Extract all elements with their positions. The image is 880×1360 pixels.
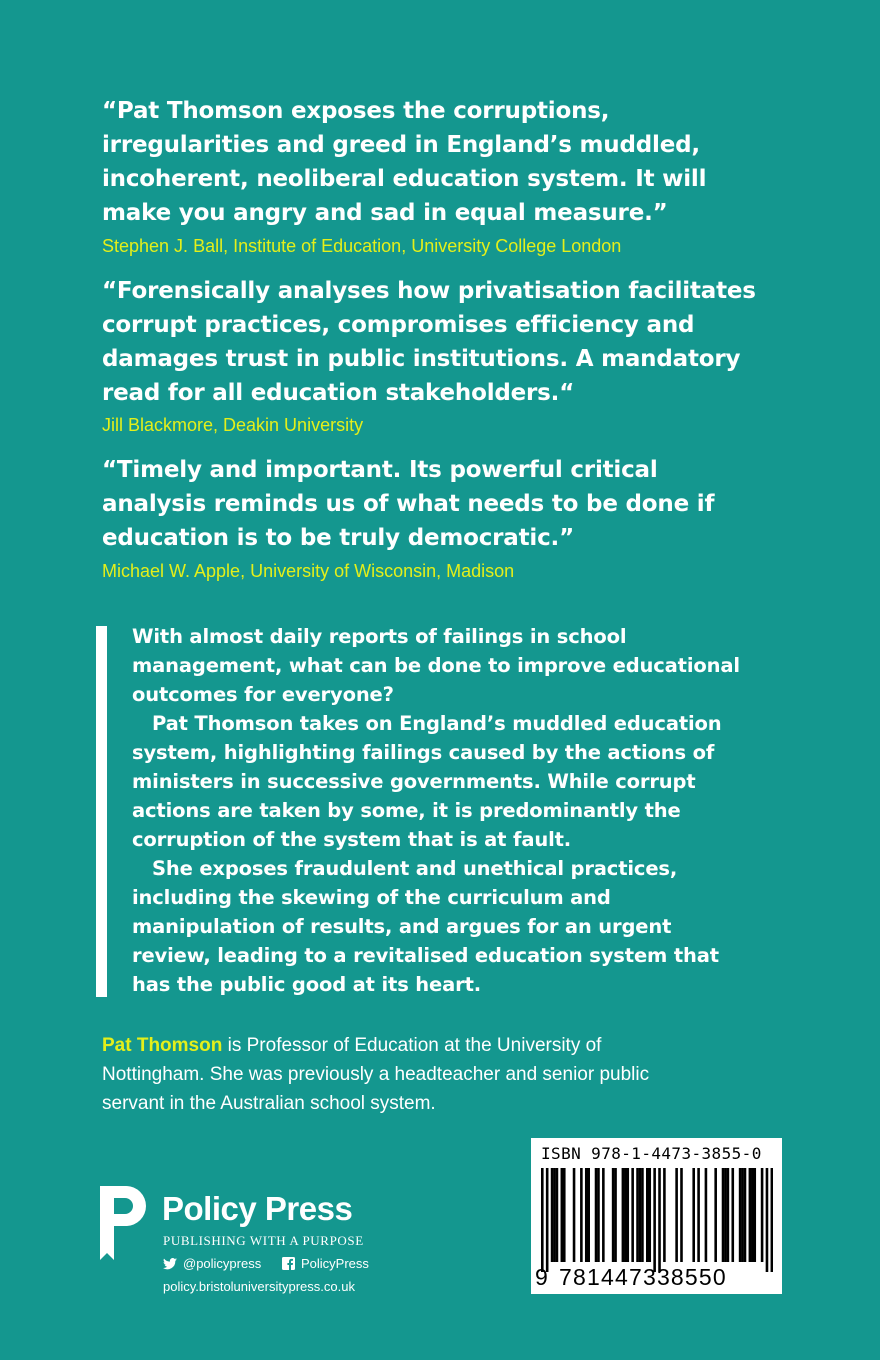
- barcode-bar: [636, 1168, 639, 1262]
- publisher-name: Policy Press: [162, 1190, 353, 1227]
- author-bio: [102, 1031, 692, 1118]
- barcode-bar: [602, 1168, 605, 1262]
- barcode-bar: [692, 1168, 695, 1262]
- barcode-bar: [648, 1168, 651, 1262]
- barcode-bar: [653, 1168, 656, 1272]
- author-bio-text: is Professor of Education at the University of Nottingham. She was previously a headteacher and senior public servant in the Australian school system.: [102, 1035, 650, 1114]
- quote-2-attribution: Jill Blackmore, Deakin University: [102, 415, 364, 435]
- publisher-tagline: PUBLISHING WITH A PURPOSE: [163, 1233, 364, 1248]
- barcode-bar: [741, 1168, 744, 1262]
- blurb-accent-bar: [96, 626, 107, 997]
- barcode-bar: [663, 1168, 666, 1262]
- barcode-bars: [541, 1168, 773, 1272]
- quote-3-attribution: Michael W. Apple, University of Wisconsin, Madison: [102, 561, 515, 581]
- facebook-icon: [282, 1257, 295, 1270]
- barcode-bar: [751, 1168, 754, 1262]
- barcode-bar: [680, 1168, 683, 1262]
- barcode-bar: [658, 1168, 661, 1272]
- barcode-bar: [705, 1168, 708, 1262]
- ean-first-digit: 9: [535, 1264, 549, 1290]
- blurb-paragraph-1: With almost daily reports of failings in school management, what can be done to improve educational outcomes for everyone?: [132, 625, 740, 706]
- barcode-bar: [646, 1168, 649, 1262]
- barcode-bar: [556, 1168, 559, 1262]
- facebook-handle-text: PolicyPress: [301, 1256, 369, 1271]
- isbn-label: ISBN 978-1-4473-3855-0: [541, 1144, 762, 1163]
- ean-digits: 781447338550: [559, 1264, 727, 1290]
- barcode-bar: [744, 1168, 747, 1262]
- policy-press-p-icon: [100, 1186, 150, 1260]
- barcode-bar: [585, 1168, 588, 1262]
- barcode-bar: [727, 1168, 730, 1262]
- barcode-bar: [722, 1168, 725, 1262]
- barcode-bar: [749, 1168, 752, 1262]
- barcode-bar: [546, 1168, 549, 1272]
- twitter-icon: [163, 1258, 177, 1270]
- barcode-bar: [561, 1168, 564, 1262]
- barcode-bar: [639, 1168, 642, 1262]
- barcode-bar: [626, 1168, 629, 1262]
- barcode-bar: [753, 1168, 756, 1262]
- quote-3: “Timely and important. Its powerful critical analysis reminds us of what needs to be done if education is to be truly democratic.”: [102, 457, 715, 551]
- barcode-bar: [739, 1168, 742, 1262]
- barcode-bar: [614, 1168, 617, 1262]
- barcode-bar: [641, 1168, 644, 1262]
- barcode-bar: [724, 1168, 727, 1262]
- barcode-bar: [761, 1168, 764, 1262]
- barcode-bar: [714, 1168, 717, 1262]
- barcode-bar: [622, 1168, 625, 1262]
- barcode-bar: [573, 1168, 576, 1262]
- quote-1: “Pat Thomson exposes the corruptions, irregularities and greed in England’s muddled, incoherent, neoliberal education system. It will make you angry and sad in equal measure.”: [102, 98, 707, 226]
- barcode-bar: [551, 1168, 554, 1262]
- barcode-bar: [595, 1168, 598, 1262]
- quote-1-attribution: Stephen J. Ball, Institute of Education, University College London: [102, 236, 622, 256]
- barcode-bar: [587, 1168, 590, 1262]
- blurb-paragraph-3: She exposes fraudulent and unethical practices, including the skewing of the curriculum and manipulation of results, and argues for an urgent review, leading to a revitalised education system that has the public good at its heart.: [132, 857, 719, 996]
- barcode-bar: [697, 1168, 700, 1262]
- barcode-bar: [597, 1168, 600, 1262]
- book-blurb: [132, 622, 752, 999]
- barcode-bar: [541, 1168, 544, 1272]
- barcode-bar: [675, 1168, 678, 1262]
- barcode-bar: [731, 1168, 734, 1262]
- publisher-website[interactable]: policy.bristoluniversitypress.co.uk: [163, 1279, 355, 1294]
- barcode-bar: [563, 1168, 566, 1262]
- ean-number: [535, 1264, 779, 1291]
- isbn-barcode: [531, 1138, 782, 1294]
- barcode-bar: [553, 1168, 556, 1262]
- barcode-bar: [631, 1168, 634, 1262]
- barcode-bar: [771, 1168, 773, 1272]
- barcode-bar: [624, 1168, 627, 1262]
- twitter-handle-text: @policypress: [183, 1256, 262, 1271]
- barcode-bar: [580, 1168, 583, 1262]
- quote-2: “Forensically analyses how privatisation facilitates corrupt practices, compromises efficiency and damages trust in public institutions. A mandatory read for all education stakeholders.“: [102, 278, 756, 406]
- barcode-bar: [612, 1168, 615, 1262]
- blurb-paragraph-2: Pat Thomson takes on England’s muddled education system, highlighting failings caused by the actions of ministers in successive governments. While corrupt actions are taken by some, it is predominantly the corruption of the system that is at fault.: [132, 712, 722, 851]
- barcode-bar: [766, 1168, 769, 1272]
- twitter-handle[interactable]: [163, 1256, 261, 1271]
- facebook-handle[interactable]: [282, 1256, 369, 1271]
- author-name: Pat Thomson: [102, 1035, 223, 1056]
